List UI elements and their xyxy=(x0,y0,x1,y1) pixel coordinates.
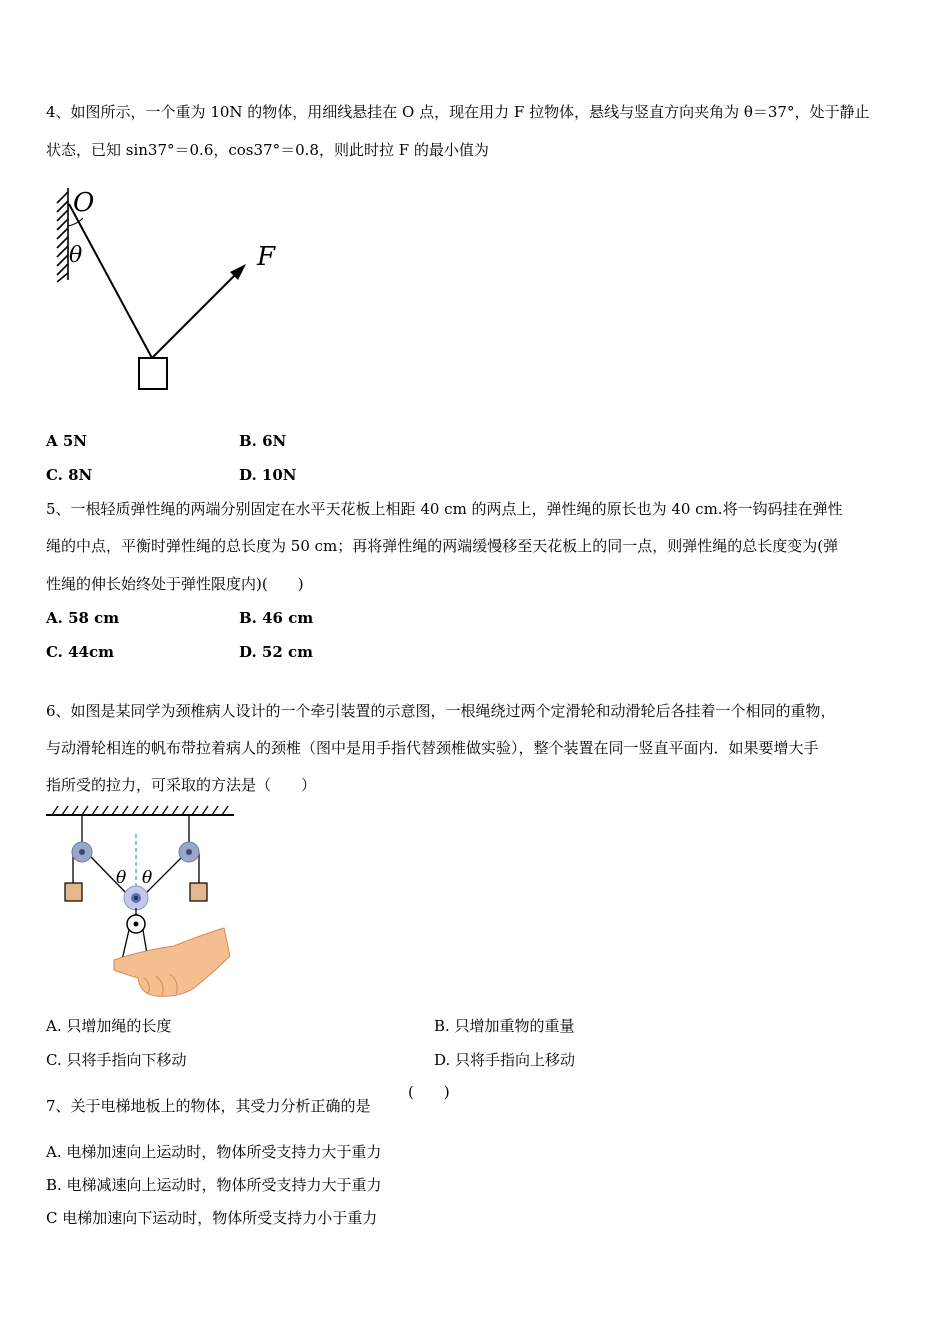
q5-stem-line1: 5、一根轻质弹性绳的两端分别固定在水平天花板上相距 40 cm 的两点上，弹性绳的原长也为 40 cm.将一钩码挂在弹性 xyxy=(46,500,843,518)
q6-figure xyxy=(44,802,239,1002)
ceiling-hatching xyxy=(46,806,234,815)
hand-image xyxy=(114,928,230,996)
string-line xyxy=(69,204,152,358)
q7-stem: 7、关于电梯地板上的物体，其受力分析正确的是 xyxy=(46,1097,371,1115)
q6-stem-line3: 指所受的拉力，可采取的方法是（ ） xyxy=(46,776,317,794)
q6-option-d: D. 只将手指向上移动 xyxy=(434,1051,576,1069)
label-theta: θ xyxy=(69,243,83,268)
right-weight-box xyxy=(190,883,207,901)
q5-option-b: B. 46 cm xyxy=(239,609,314,627)
q5-stem-line3: 性绳的伸长始终处于弹性限度内)( ) xyxy=(46,575,304,593)
label-o: O xyxy=(73,188,95,218)
q5-option-c: C. 44cm xyxy=(46,643,114,661)
wall-hatching xyxy=(57,188,68,282)
q7-option-b: B. 电梯减速向上运动时，物体所受支持力大于重力 xyxy=(46,1176,382,1194)
label-theta-right: θ xyxy=(142,868,153,888)
q4-option-c: C. 8N xyxy=(46,466,93,484)
q7-option-c: C 电梯加速向下运动时，物体所受支持力小于重力 xyxy=(46,1209,378,1227)
label-theta-left: θ xyxy=(116,868,127,888)
q4-option-a: A 5N xyxy=(46,432,88,450)
q7-option-a: A. 电梯加速向上运动时，物体所受支持力大于重力 xyxy=(46,1143,382,1161)
hanging-block xyxy=(139,358,167,389)
q5-stem-line2: 绳的中点，平衡时弹性绳的总长度为 50 cm；再将弹性绳的两端缓慢移至天花板上的同一点，则弹性绳的总长度变为(弹 xyxy=(46,537,839,555)
q6-option-a: A. 只增加绳的长度 xyxy=(46,1017,172,1035)
q6-stem-line1: 6、如图是某同学为颈椎病人设计的一个牵引装置的示意图，一根绳绕过两个定滑轮和动滑轮后各挂着一个相同的重物， xyxy=(46,702,836,720)
q7-answer-paren: ( ) xyxy=(408,1083,450,1101)
label-f: F xyxy=(257,242,276,272)
q4-figure xyxy=(50,182,290,397)
q6-option-b: B. 只增加重物的重量 xyxy=(434,1017,575,1035)
q6-stem-line2: 与动滑轮相连的帆布带拉着病人的颈椎（图中是用手指代替颈椎做实验），整个装置在同一竖直平面内．如果要增大手 xyxy=(46,739,819,757)
q4-option-d: D. 10N xyxy=(239,466,297,484)
q4-stem-line2: 状态，已知 sin37°＝0.6，cos37°＝0.8，则此时拉 F 的最小值为 xyxy=(46,141,489,159)
force-arrow-line xyxy=(152,272,238,358)
left-weight-box xyxy=(65,883,82,901)
q4-stem-line1: 4、如图所示，一个重为 10N 的物体，用细线悬挂在 O 点，现在用力 F 拉物体，悬线与竖直方向夹角为 θ＝37°，处于静止 xyxy=(46,103,870,121)
q4-option-b: B. 6N xyxy=(239,432,287,450)
q6-option-c: C. 只将手指向下移动 xyxy=(46,1051,187,1069)
q5-option-a: A. 58 cm xyxy=(46,609,120,627)
q5-option-d: D. 52 cm xyxy=(239,643,314,661)
